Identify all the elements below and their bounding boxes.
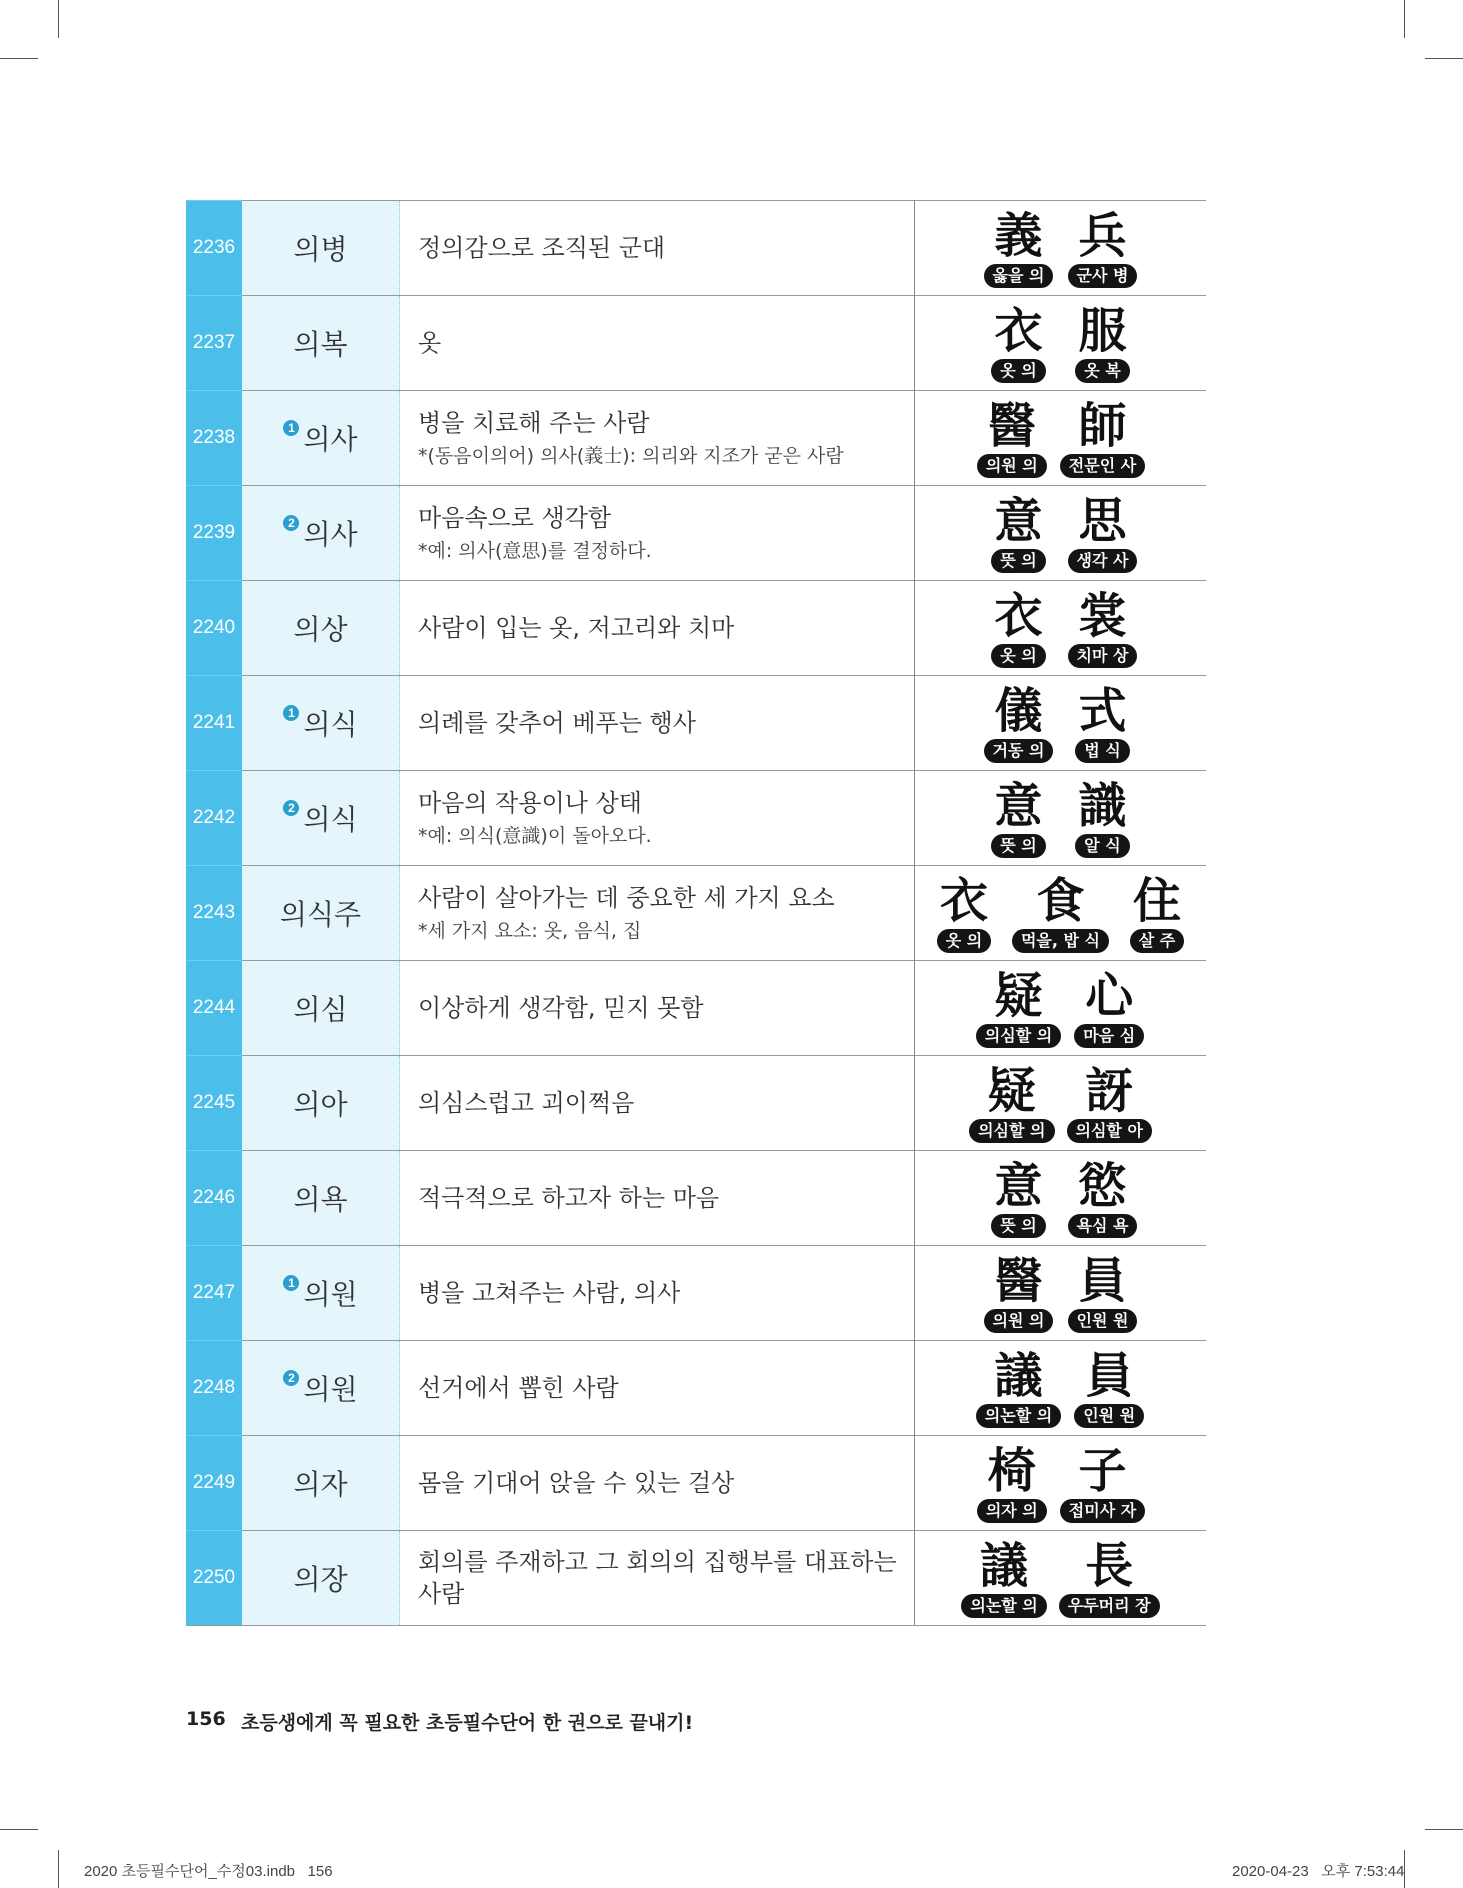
hanja-character: 服 <box>1078 302 1127 359</box>
hanja-unit <box>976 969 1061 1048</box>
table-row <box>186 201 1206 296</box>
entry-number: 2248 <box>186 1341 242 1436</box>
vocabulary-rows <box>186 201 1206 1626</box>
hanja-group <box>983 494 1139 573</box>
entry-word-cell <box>242 391 400 486</box>
entry-word-cell <box>242 1436 400 1531</box>
table-row <box>186 1151 1206 1246</box>
hanja-character: 裳 <box>1078 587 1127 644</box>
entry-hanja-cell <box>915 1056 1207 1151</box>
hanja-group <box>983 684 1139 763</box>
table-row <box>186 581 1206 676</box>
entry-number: 2250 <box>186 1531 242 1626</box>
hanja-character: 意 <box>994 492 1043 549</box>
entry-word: 의욕 <box>293 1183 348 1216</box>
entry-number: 2249 <box>186 1436 242 1531</box>
hanja-gloss-badge: 접미사 자 <box>1060 1499 1145 1523</box>
entry-number: 2241 <box>186 676 242 771</box>
hanja-character: 住 <box>1133 872 1182 929</box>
hanja-character: 式 <box>1078 682 1127 739</box>
table-row <box>186 961 1206 1056</box>
entry-hanja-cell <box>915 866 1207 961</box>
table-row <box>186 1056 1206 1151</box>
hanja-group <box>928 874 1193 953</box>
crop-mark <box>1425 58 1463 59</box>
hanja-gloss-badge: 전문인 사 <box>1060 454 1145 478</box>
hanja-group <box>983 589 1139 668</box>
entry-word-cell <box>242 1531 400 1626</box>
hanja-unit <box>1067 209 1139 288</box>
hanja-unit <box>1073 1349 1145 1428</box>
hanja-unit <box>1121 874 1193 953</box>
entry-hanja-cell <box>915 486 1207 581</box>
entry-meaning: 회의를 주재하고 그 회의의 집행부를 대표하는 사람 <box>418 1547 897 1608</box>
vocabulary-table <box>186 200 1206 1626</box>
entry-word-cell <box>242 961 400 1056</box>
hanja-character: 員 <box>1078 1252 1127 1309</box>
hanja-character: 心 <box>1085 967 1134 1024</box>
entry-meaning: 의례를 갖추어 베푸는 행사 <box>418 708 696 737</box>
entry-meaning-cell <box>400 1531 915 1626</box>
hanja-gloss-badge: 옷 의 <box>937 929 991 953</box>
entry-meaning-cell <box>400 1151 915 1246</box>
homonym-marker: 2 <box>283 515 299 531</box>
entry-meaning-cell <box>400 866 915 961</box>
hanja-group <box>983 304 1139 383</box>
entry-hanja-cell <box>915 676 1207 771</box>
hanja-unit <box>983 1159 1055 1238</box>
hanja-character: 子 <box>1078 1442 1127 1499</box>
entry-number: 2244 <box>186 961 242 1056</box>
hanja-unit <box>928 874 1000 953</box>
entry-word: 의원 <box>303 1278 358 1311</box>
hanja-character: 訝 <box>1085 1062 1134 1119</box>
homonym-marker: 2 <box>283 800 299 816</box>
hanja-gloss-badge: 의논할 의 <box>976 1404 1061 1428</box>
hanja-character: 疑 <box>994 967 1043 1024</box>
hanja-gloss-badge: 의원 의 <box>984 1309 1054 1333</box>
entry-word-cell <box>242 486 400 581</box>
entry-meaning: 이상하게 생각함, 믿지 못함 <box>418 993 704 1022</box>
hanja-gloss-badge: 의원 의 <box>977 454 1047 478</box>
hanja-character: 醫 <box>987 397 1036 454</box>
hanja-unit <box>1067 304 1139 383</box>
entry-word: 의원 <box>303 1373 358 1406</box>
entry-meaning-cell <box>400 391 915 486</box>
hanja-character: 慾 <box>1078 1157 1127 1214</box>
book-title: 초등생에게 꼭 필요한 초등필수단어 한 권으로 끝내기! <box>241 1712 694 1734</box>
entry-word-cell <box>242 676 400 771</box>
hanja-unit <box>1067 1159 1139 1238</box>
page-number: 156 <box>186 1708 226 1730</box>
entry-word: 의사 <box>303 423 358 456</box>
entry-hanja-cell <box>915 391 1207 486</box>
hanja-unit <box>1067 779 1139 858</box>
entry-meaning: 옷 <box>418 328 442 357</box>
hanja-unit <box>1060 399 1145 478</box>
entry-meaning-cell <box>400 961 915 1056</box>
hanja-unit <box>983 684 1055 763</box>
hanja-unit <box>1073 969 1145 1048</box>
crop-mark <box>0 58 38 59</box>
hanja-gloss-badge: 뜻 의 <box>991 1214 1045 1238</box>
entry-word: 의식 <box>303 708 358 741</box>
hanja-unit <box>976 1444 1048 1523</box>
entry-note: *예: 의식(意識)이 돌아오다. <box>418 824 652 847</box>
hanja-gloss-badge: 의심할 의 <box>969 1119 1054 1143</box>
table-row <box>186 866 1206 961</box>
entry-hanja-cell <box>915 296 1207 391</box>
hanja-unit <box>983 589 1055 668</box>
entry-meaning: 병을 고쳐주는 사람, 의사 <box>418 1278 681 1307</box>
hanja-unit <box>983 494 1055 573</box>
hanja-gloss-badge: 법 식 <box>1075 739 1129 763</box>
hanja-character: 衣 <box>994 587 1043 644</box>
entry-word: 의사 <box>303 518 358 551</box>
entry-meaning: 선거에서 뽑힌 사람 <box>418 1373 619 1402</box>
hanja-character: 儀 <box>994 682 1043 739</box>
table-row <box>186 1436 1206 1531</box>
entry-word: 의아 <box>293 1088 348 1121</box>
entry-meaning: 사람이 입는 옷, 저고리와 치마 <box>418 613 735 642</box>
hanja-character: 意 <box>994 1157 1043 1214</box>
entry-word-cell <box>242 1056 400 1151</box>
hanja-character: 意 <box>994 777 1043 834</box>
entry-number: 2236 <box>186 201 242 296</box>
entry-number: 2240 <box>186 581 242 676</box>
entry-meaning-cell <box>400 1246 915 1341</box>
entry-word-cell <box>242 866 400 961</box>
table-row <box>186 676 1206 771</box>
hanja-character: 椅 <box>987 1442 1036 1499</box>
hanja-group <box>969 1064 1152 1143</box>
entry-hanja-cell <box>915 961 1207 1056</box>
hanja-gloss-badge: 우두머리 장 <box>1059 1594 1160 1618</box>
entry-word: 의상 <box>293 613 348 646</box>
hanja-unit <box>983 209 1055 288</box>
table-row <box>186 1531 1206 1626</box>
print-slug-file: 2020 초등필수단어_수정03.indb 156 <box>84 1863 333 1880</box>
hanja-unit <box>1059 1539 1160 1618</box>
hanja-unit <box>1067 589 1139 668</box>
entry-meaning-cell <box>400 486 915 581</box>
entry-word: 의장 <box>293 1563 348 1596</box>
entry-meaning: 병을 치료해 주는 사람 <box>418 409 650 438</box>
homonym-marker: 2 <box>283 1370 299 1386</box>
hanja-character: 長 <box>1085 1537 1134 1594</box>
hanja-character: 議 <box>994 1347 1043 1404</box>
hanja-gloss-badge: 치마 상 <box>1068 644 1138 668</box>
hanja-character: 義 <box>994 207 1043 264</box>
entry-note: *(동음이의어) 의사(義士): 의리와 지조가 굳은 사람 <box>418 444 844 467</box>
hanja-gloss-badge: 의논할 의 <box>961 1594 1046 1618</box>
entry-word: 의병 <box>293 233 348 266</box>
crop-mark <box>58 0 59 38</box>
hanja-character: 師 <box>1078 397 1127 454</box>
entry-number: 2237 <box>186 296 242 391</box>
entry-number: 2239 <box>186 486 242 581</box>
hanja-group <box>976 399 1145 478</box>
hanja-unit <box>1067 1064 1152 1143</box>
hanja-gloss-badge: 마음 심 <box>1074 1024 1144 1048</box>
entry-word-cell <box>242 201 400 296</box>
entry-meaning-cell <box>400 1436 915 1531</box>
hanja-gloss-badge: 욕심 욕 <box>1068 1214 1138 1238</box>
hanja-unit <box>976 399 1048 478</box>
hanja-character: 思 <box>1078 492 1127 549</box>
entry-word: 의식주 <box>279 898 362 931</box>
hanja-unit <box>1067 684 1139 763</box>
hanja-gloss-badge: 의심할 의 <box>976 1024 1061 1048</box>
hanja-group <box>976 1444 1145 1523</box>
entry-word-cell <box>242 1246 400 1341</box>
hanja-group <box>961 1539 1159 1618</box>
hanja-unit <box>961 1539 1046 1618</box>
hanja-character: 醫 <box>994 1252 1043 1309</box>
hanja-gloss-badge: 옷 의 <box>991 644 1045 668</box>
entry-meaning-cell <box>400 1056 915 1151</box>
entry-meaning: 적극적으로 하고자 하는 마음 <box>418 1183 720 1212</box>
hanja-character: 食 <box>1036 872 1085 929</box>
entry-meaning-cell <box>400 296 915 391</box>
entry-number: 2247 <box>186 1246 242 1341</box>
entry-meaning-cell <box>400 771 915 866</box>
hanja-gloss-badge: 생각 사 <box>1068 549 1138 573</box>
hanja-unit <box>983 779 1055 858</box>
hanja-gloss-badge: 군사 병 <box>1068 264 1138 288</box>
crop-mark <box>1425 1829 1463 1830</box>
entry-word: 의심 <box>293 993 348 1026</box>
entry-hanja-cell <box>915 771 1207 866</box>
hanja-unit <box>983 1254 1055 1333</box>
entry-meaning: 의심스럽고 괴이쩍음 <box>418 1088 635 1117</box>
hanja-character: 衣 <box>994 302 1043 359</box>
entry-word: 의식 <box>303 803 358 836</box>
hanja-gloss-badge: 먹을, 밥 식 <box>1012 929 1109 953</box>
table-row <box>186 391 1206 486</box>
entry-meaning-cell <box>400 1341 915 1436</box>
entry-meaning-cell <box>400 581 915 676</box>
hanja-gloss-badge: 거동 의 <box>984 739 1054 763</box>
table-row <box>186 296 1206 391</box>
hanja-gloss-badge: 의자 의 <box>977 1499 1047 1523</box>
entry-word-cell <box>242 771 400 866</box>
entry-number: 2238 <box>186 391 242 486</box>
hanja-group <box>976 1349 1145 1428</box>
hanja-group <box>976 969 1145 1048</box>
entry-meaning: 정의감으로 조직된 군대 <box>418 233 666 262</box>
entry-meaning: 몸을 기대어 앉을 수 있는 걸상 <box>418 1468 735 1497</box>
entry-word-cell <box>242 296 400 391</box>
hanja-character: 衣 <box>939 872 988 929</box>
entry-word-cell <box>242 581 400 676</box>
hanja-gloss-badge: 뜻 의 <box>991 834 1045 858</box>
entry-hanja-cell <box>915 1436 1207 1531</box>
hanja-character: 識 <box>1078 777 1127 834</box>
hanja-character: 員 <box>1085 1347 1134 1404</box>
entry-number: 2246 <box>186 1151 242 1246</box>
table-row <box>186 771 1206 866</box>
entry-note: *예: 의사(意思)를 결정하다. <box>418 539 652 562</box>
entry-hanja-cell <box>915 1151 1207 1246</box>
crop-mark <box>0 1829 38 1830</box>
entry-word: 의자 <box>293 1468 348 1501</box>
entry-word: 의복 <box>293 328 348 361</box>
entry-number: 2242 <box>186 771 242 866</box>
entry-word-cell <box>242 1341 400 1436</box>
hanja-group <box>983 209 1139 288</box>
hanja-group <box>983 779 1139 858</box>
entry-hanja-cell <box>915 1341 1207 1436</box>
homonym-marker: 1 <box>283 420 299 436</box>
hanja-unit <box>1067 1254 1139 1333</box>
entry-meaning: 사람이 살아가는 데 중요한 세 가지 요소 <box>418 884 835 913</box>
hanja-gloss-badge: 옷 복 <box>1075 359 1129 383</box>
print-slug-datetime: 2020-04-23 오후 7:53:44 <box>1232 1863 1405 1880</box>
hanja-unit <box>969 1064 1054 1143</box>
homonym-marker: 1 <box>283 1275 299 1291</box>
crop-mark <box>58 1850 59 1888</box>
entry-hanja-cell <box>915 1246 1207 1341</box>
hanja-gloss-badge: 인원 원 <box>1068 1309 1138 1333</box>
table-row <box>186 1246 1206 1341</box>
hanja-unit <box>1060 1444 1145 1523</box>
hanja-gloss-badge: 의심할 아 <box>1067 1119 1152 1143</box>
hanja-gloss-badge: 알 식 <box>1075 834 1129 858</box>
hanja-gloss-badge: 옷 의 <box>991 359 1045 383</box>
hanja-gloss-badge: 인원 원 <box>1074 1404 1144 1428</box>
hanja-character: 兵 <box>1078 207 1127 264</box>
entry-meaning: 마음의 작용이나 상태 <box>418 789 642 818</box>
entry-number: 2243 <box>186 866 242 961</box>
hanja-gloss-badge: 뜻 의 <box>991 549 1045 573</box>
table-row <box>186 1341 1206 1436</box>
entry-hanja-cell <box>915 1531 1207 1626</box>
hanja-group <box>983 1254 1139 1333</box>
entry-meaning-cell <box>400 201 915 296</box>
homonym-marker: 1 <box>283 705 299 721</box>
entry-meaning-cell <box>400 676 915 771</box>
hanja-unit <box>983 304 1055 383</box>
hanja-unit <box>1067 494 1139 573</box>
hanja-unit <box>976 1349 1061 1428</box>
hanja-group <box>983 1159 1139 1238</box>
hanja-gloss-badge: 옳을 의 <box>984 264 1054 288</box>
entry-meaning: 마음속으로 생각함 <box>418 504 612 533</box>
hanja-character: 議 <box>980 1537 1029 1594</box>
entry-number: 2245 <box>186 1056 242 1151</box>
hanja-character: 疑 <box>987 1062 1036 1119</box>
hanja-gloss-badge: 살 주 <box>1130 929 1184 953</box>
crop-mark <box>1404 0 1405 38</box>
entry-hanja-cell <box>915 201 1207 296</box>
entry-word-cell <box>242 1151 400 1246</box>
table-row <box>186 486 1206 581</box>
entry-hanja-cell <box>915 581 1207 676</box>
entry-note: *세 가지 요소: 옷, 음식, 집 <box>418 919 642 942</box>
hanja-unit <box>1012 874 1109 953</box>
